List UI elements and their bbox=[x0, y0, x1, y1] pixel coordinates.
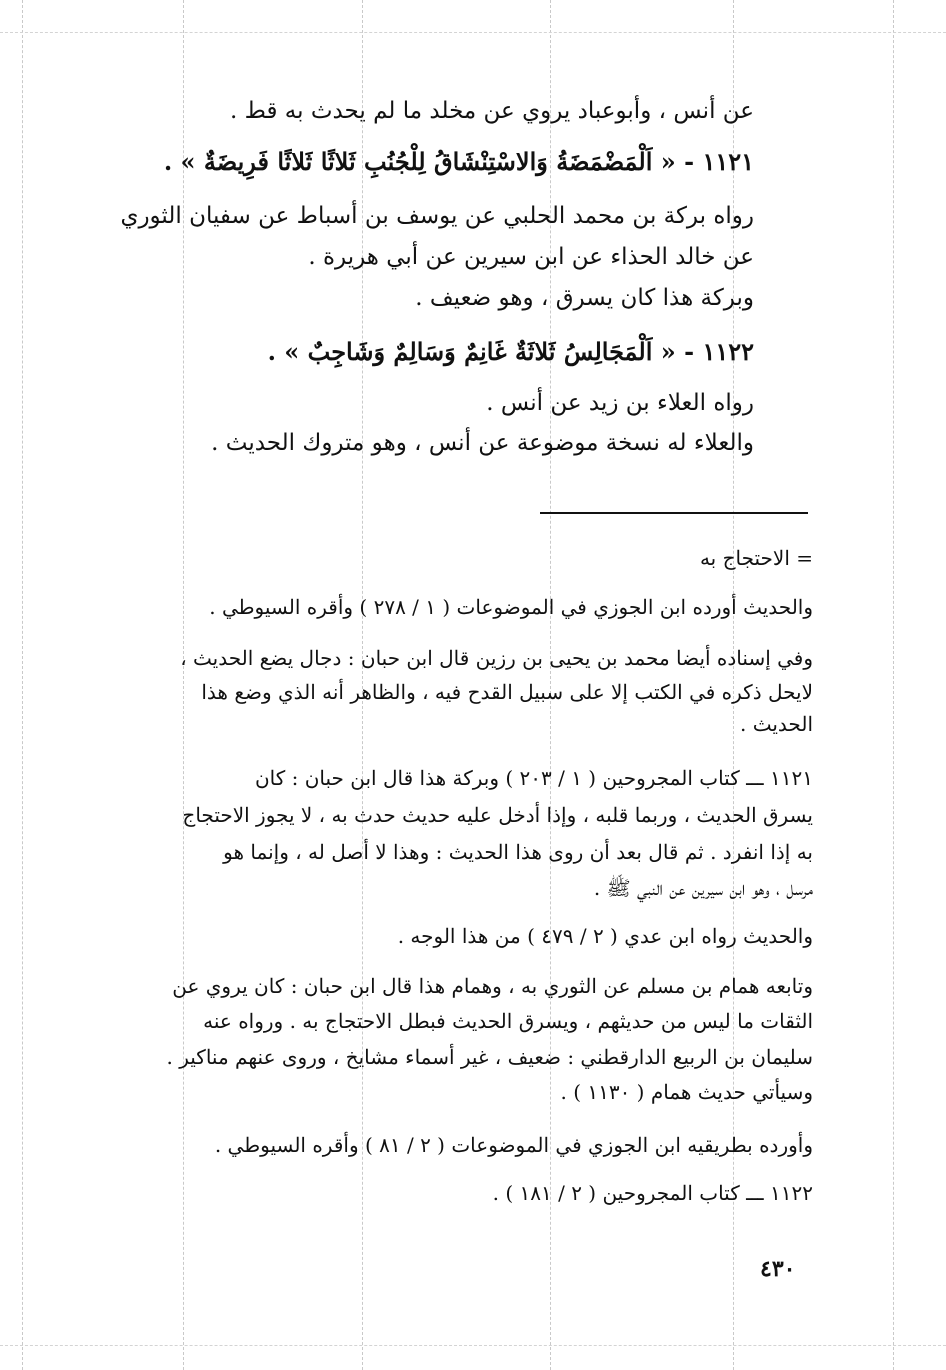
footnote-line: مرسل ، وهو ابن سيرين عن النبي ﷺ . bbox=[593, 876, 813, 900]
footnote-line: لايحل ذكره في الكتب إلا على سبيل القدح فيه ، والظاهر أنه الذي وضع هذا bbox=[201, 680, 813, 704]
main-line: وبركة هذا كان يسرق ، وهو ضعيف . bbox=[415, 285, 754, 311]
footnote-1122: ١١٢٢ ـــ كتاب المجروحين ( ٢ / ١٨١ ) . bbox=[492, 1181, 813, 1205]
footnote-line: وفي إسناده أيضا محمد بن يحيى بن رزين قال ابن حبان : دجال يضع الحديث ، bbox=[180, 646, 813, 670]
main-line: والعلاء له نسخة موضوعة عن أنس ، وهو متروك الحديث . bbox=[211, 430, 754, 456]
main-line: رواه بركة بن محمد الحلبي عن يوسف بن أسباط عن سفيان الثوري bbox=[120, 203, 754, 229]
hadith-heading-1121: ١١٢١ - « اَلْمَضْمَضَةُ وَالاسْتِنْشَاقُ لِلْجُنُبِ ثَلاثًا ثَلاثًا فَرِيضَةٌ » . bbox=[163, 147, 754, 176]
footnote-line: والحديث أورده ابن الجوزي في الموضوعات ( ١ / ٢٧٨ ) وأقره السيوطي . bbox=[209, 595, 813, 619]
main-line: رواه العلاء بن زيد عن أنس . bbox=[486, 390, 754, 416]
main-line: عن أنس ، وأبوعباد يروي عن مخلد ما لم يحدث به قط . bbox=[230, 98, 754, 124]
page-number: ٤٣٠ bbox=[760, 1256, 796, 1282]
footnote-line: = الاحتجاج به bbox=[699, 546, 813, 570]
footnote-line: الحديث . bbox=[740, 712, 813, 736]
hadith-heading-1122: ١١٢٢ - « اَلْمَجَالِسُ ثَلاثَةٌ غَانِمٌ وَسَالِمٌ وَشَاجِبٌ » . bbox=[267, 337, 754, 366]
footnote-separator bbox=[540, 512, 808, 514]
footnote-line: سليمان بن الربيع الدارقطني : ضعيف ، غير أسماء مشايخ ، وروى عنهم مناكير . bbox=[166, 1045, 813, 1069]
footnote-line: وأورده بطريقيه ابن الجوزي في الموضوعات ( ٢ / ٨١ ) وأقره السيوطي . bbox=[214, 1133, 813, 1157]
main-line: عن خالد الحذاء عن ابن سيرين عن أبي هريرة . bbox=[308, 244, 754, 270]
footnote-line: الثقات ما ليس من حديثهم ، ويسرق الحديث فبطل الاحتجاج به . ورواه عنه bbox=[203, 1009, 813, 1033]
footnote-line: وسيأتي حديث همام ( ١١٣٠ ) . bbox=[560, 1080, 813, 1104]
footnote-line: والحديث رواه ابن عدي ( ٢ / ٤٧٩ ) من هذا الوجه . bbox=[397, 924, 813, 948]
footnote-line: به إذا انفرد . ثم قال بعد أن روى هذا الحديث : وهذا لا أصل له ، وإنما هو bbox=[223, 840, 813, 864]
footnote-line: وتابعه همام بن مسلم عن الثوري به ، وهمام هذا قال ابن حبان : كان يروي عن bbox=[172, 974, 813, 998]
footnote-line: يسرق الحديث ، وربما قلبه ، وإذا أدخل عليه حديث حدث به ، لا يجوز الاحتجاج bbox=[182, 803, 813, 827]
footnote-1121: ١١٢١ ـــ كتاب المجروحين ( ١ / ٢٠٣ ) وبركة هذا قال ابن حبان : كان bbox=[254, 766, 813, 790]
